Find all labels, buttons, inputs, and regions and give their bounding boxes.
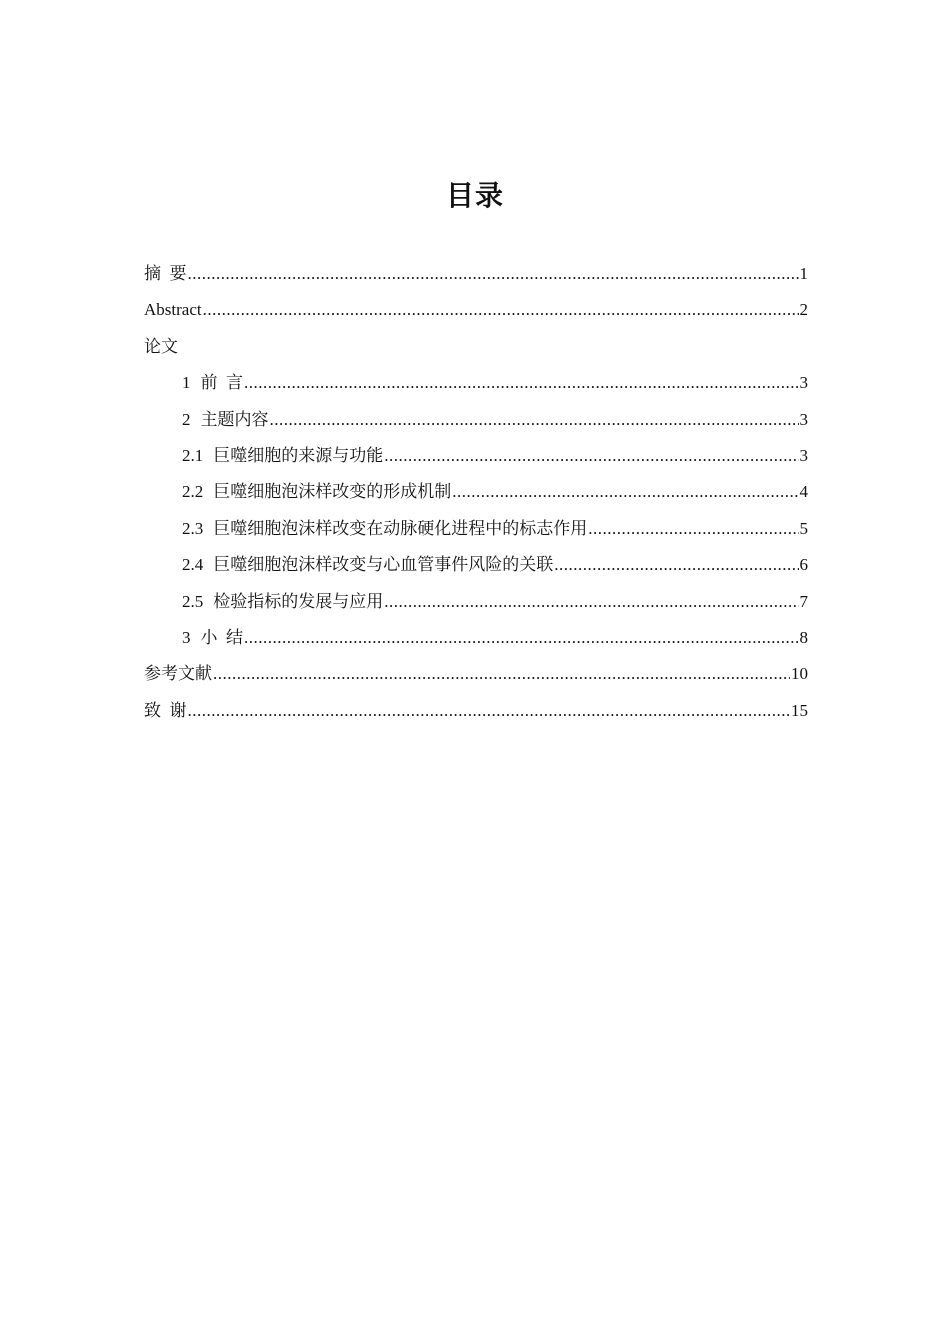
toc-dot-leader xyxy=(213,656,790,692)
toc-entry-references[interactable] xyxy=(144,656,808,692)
toc-section-number: 3 xyxy=(182,627,191,647)
toc-page-number: 4 xyxy=(799,482,808,502)
toc-entry-label: 致 谢 xyxy=(144,700,187,720)
toc-entry-2-2[interactable] xyxy=(144,474,808,510)
toc-page-number: 3 xyxy=(799,409,808,429)
toc-dot-leader xyxy=(384,584,798,620)
toc-dot-leader xyxy=(203,292,799,328)
toc-page-number: 8 xyxy=(799,627,808,647)
toc-entry-label xyxy=(182,511,587,547)
toc-entry-label xyxy=(182,438,383,474)
toc-section-title: 前 言 xyxy=(200,373,243,393)
toc-section-number: 2.4 xyxy=(182,555,204,575)
toc-section-title: 巨噬细胞泡沫样改变在动脉硬化进程中的标志作用 xyxy=(213,518,588,538)
toc-entry-label xyxy=(182,365,243,401)
toc-dot-leader xyxy=(554,547,798,583)
toc-dot-leader xyxy=(188,256,799,292)
toc-entry-1[interactable] xyxy=(144,365,808,401)
toc-entry-2[interactable] xyxy=(144,402,808,438)
toc-section-title: 检验指标的发展与应用 xyxy=(213,591,384,611)
toc-entry-label: 参考文献 xyxy=(144,664,212,684)
toc-dot-leader xyxy=(244,365,799,401)
toc-entry-label xyxy=(182,474,451,510)
toc-page-number: 1 xyxy=(799,264,808,283)
toc-section-title: 小 结 xyxy=(200,627,243,647)
toc-section-title: 巨噬细胞泡沫样改变与心血管事件风险的关联 xyxy=(213,555,554,575)
toc-section-number: 2.3 xyxy=(182,518,204,538)
toc-dot-leader xyxy=(270,402,799,438)
toc-entry-label xyxy=(182,547,553,583)
toc-dot-leader xyxy=(384,438,798,474)
table-of-contents xyxy=(144,256,808,729)
toc-entry-label: 论文 xyxy=(144,336,178,356)
toc-entry-thesis[interactable] xyxy=(144,329,808,365)
toc-page-number: 3 xyxy=(799,373,808,393)
toc-entry-label: Abstract xyxy=(144,300,202,320)
toc-entry-acknowledgements[interactable] xyxy=(144,693,808,729)
toc-entry-2-5[interactable] xyxy=(144,584,808,620)
toc-dot-leader xyxy=(244,620,799,656)
toc-entry-3[interactable] xyxy=(144,620,808,656)
toc-section-number: 2.1 xyxy=(182,445,204,465)
toc-section-title: 巨噬细胞泡沫样改变的形成机制 xyxy=(213,482,452,502)
toc-page-number: 15 xyxy=(791,700,808,720)
toc-page-number: 3 xyxy=(799,445,808,465)
toc-section-number: 2.5 xyxy=(182,591,204,611)
toc-entry-label xyxy=(182,402,269,438)
toc-dot-leader xyxy=(588,511,798,547)
toc-page-number: 2 xyxy=(799,300,808,320)
toc-page-number: 5 xyxy=(799,518,808,538)
toc-entry-label xyxy=(182,620,243,656)
page-title: 目录 xyxy=(445,179,504,212)
toc-dot-leader xyxy=(188,693,791,729)
toc-entry-2-4[interactable] xyxy=(144,547,808,583)
toc-section-title: 主题内容 xyxy=(200,409,269,429)
toc-entry-abstract-en[interactable] xyxy=(144,292,808,328)
toc-entry-label: 摘 要 xyxy=(144,264,187,283)
toc-entry-2-3[interactable] xyxy=(144,511,808,547)
toc-page-number: 6 xyxy=(799,555,808,575)
toc-section-title: 巨噬细胞的来源与功能 xyxy=(213,445,384,465)
toc-dot-leader xyxy=(452,474,798,510)
toc-entry-abstract-cn[interactable] xyxy=(144,256,808,292)
toc-entry-2-1[interactable] xyxy=(144,438,808,474)
toc-section-number: 2 xyxy=(182,409,191,429)
toc-section-number: 2.2 xyxy=(182,482,204,502)
toc-page-number: 7 xyxy=(799,591,808,611)
toc-page-number: 10 xyxy=(791,664,808,684)
toc-entry-label xyxy=(182,584,383,620)
toc-section-number: 1 xyxy=(182,373,191,393)
